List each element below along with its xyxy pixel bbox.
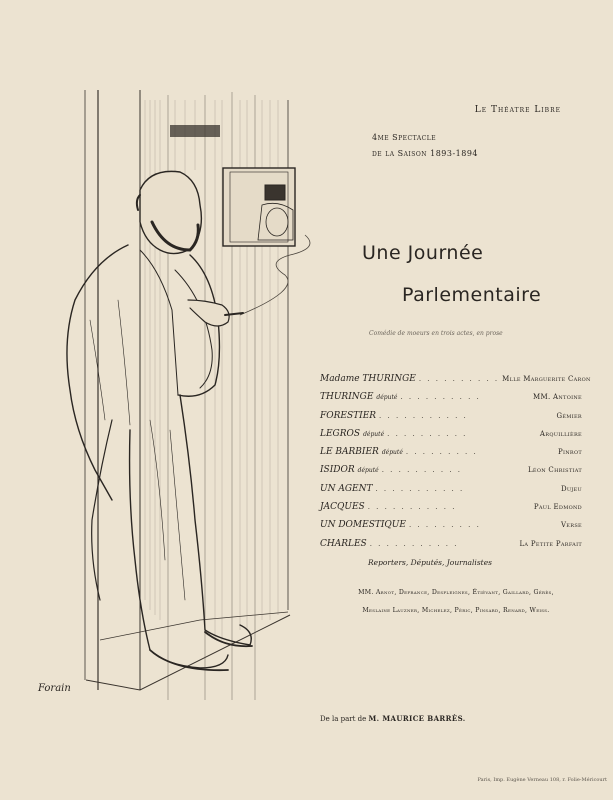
- cast-row: [320, 484, 582, 502]
- cast-actor: Mlle Marguerite Caron: [502, 375, 591, 383]
- play-subtitle: Comédie de moeurs en trois actes, en prose: [369, 330, 503, 337]
- cast-row: [320, 539, 582, 557]
- cast-dots: . . . . . . . . . . .: [369, 539, 459, 548]
- play-title-line2: Parlementaire: [402, 284, 542, 306]
- cast-role: LE BARBIER: [320, 447, 379, 458]
- cast-role: CHARLES: [320, 538, 367, 549]
- cast-role: ISIDOR: [320, 465, 355, 476]
- cast-dots: . . . . . . . . . . .: [367, 503, 457, 512]
- cast-role: LEGROS: [320, 428, 361, 439]
- cast-dots: . . . . . . . . . .: [381, 466, 462, 475]
- cast-role: FORESTIER: [320, 410, 377, 421]
- door-plate: [170, 125, 220, 137]
- cast-list: [320, 374, 591, 557]
- cast-role-note: député: [357, 467, 379, 475]
- cast-actor: MM. Antoine: [533, 393, 582, 402]
- printer-imprint: Paris, Imp. Eugène Verneau 108, r. Folie-Méricourt: [477, 777, 607, 783]
- cast-row: [320, 374, 591, 392]
- cast-actor: Gémier: [556, 411, 582, 420]
- cast-role: THURINGE: [320, 392, 374, 403]
- extras-list: [322, 584, 590, 620]
- cast-actor: Léon Christiat: [527, 466, 582, 475]
- cast-role: UN DOMESTIQUE: [320, 520, 406, 531]
- extras-line: Meslaine Lauzner, Michelez, Péric, Pinsard, Renard, Weiss.: [362, 607, 550, 614]
- cast-role-note: député: [381, 449, 403, 457]
- extras-line: MM. Arnot, Defrance, Despleignes, Étiévant, Gaillard, Gérès,: [358, 589, 554, 596]
- author-prefix: De la part de: [320, 715, 367, 723]
- reporters-heading: Reporters, Députés, Journalistes: [368, 558, 492, 567]
- door-window: [223, 168, 295, 246]
- cast-row: [320, 392, 582, 410]
- theatre-name: Le Théatre Libre: [474, 105, 561, 115]
- season: de la Saison 1893-1894: [372, 149, 479, 158]
- cast-role-note: député: [376, 394, 398, 402]
- spectacle-info: [372, 130, 478, 162]
- cast-role: JACQUES: [320, 502, 365, 513]
- cast-actor: Pinrot: [557, 448, 582, 457]
- author-name: M. MAURICE BARRÈS.: [368, 714, 466, 723]
- cast-role: Madame THURINGE: [320, 374, 416, 384]
- cast-actor: Verse: [560, 521, 582, 530]
- cast-row: [320, 502, 582, 520]
- cast-row: [320, 465, 582, 483]
- cast-dots: . . . . . . . . . .: [387, 429, 468, 438]
- cast-role: UN AGENT: [320, 483, 373, 494]
- play-title-line1: Une Journée: [362, 242, 484, 264]
- cast-row: [320, 411, 582, 429]
- cast-row: [320, 520, 582, 538]
- spectacle-number: 4me Spectacle: [372, 133, 437, 142]
- cast-role-note: député: [363, 430, 385, 438]
- artist-signature: Forain: [38, 683, 71, 694]
- author-credit: [320, 714, 466, 723]
- cast-row: [320, 429, 582, 447]
- cast-actor: Dujeu: [560, 484, 582, 493]
- cast-dots: . . . . . . . . . .: [400, 393, 481, 402]
- cigar-smoke: [240, 235, 310, 315]
- cast-row: [320, 447, 582, 465]
- cast-actor: Paul Edmond: [533, 503, 582, 512]
- cast-actor: La Petite Parfait: [519, 539, 582, 548]
- cast-dots: . . . . . . . . . . .: [379, 411, 468, 420]
- cast-dots: . . . . . . . . .: [408, 521, 481, 530]
- cast-actor: Arquillière: [539, 429, 582, 438]
- cast-dots: . . . . . . . . . . .: [375, 484, 465, 493]
- cast-dots: . . . . . . . . . .: [418, 375, 500, 383]
- cast-dots: . . . . . . . . .: [405, 448, 478, 457]
